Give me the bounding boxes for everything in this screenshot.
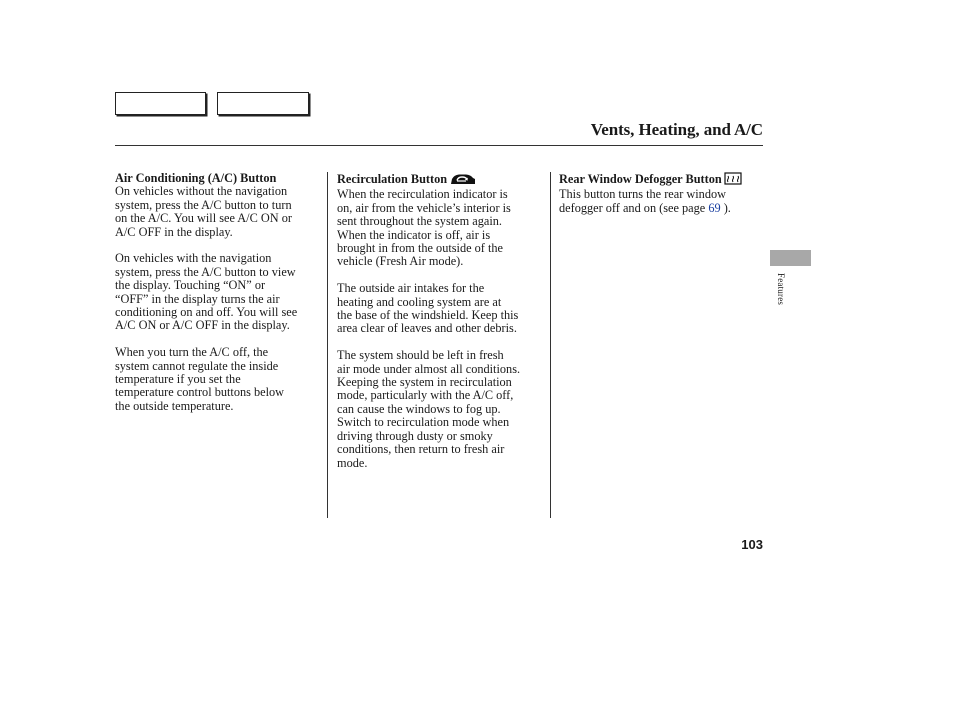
nav-button-next[interactable] <box>217 92 309 115</box>
paragraph: On vehicles without the navigation system, press the A/C button to turn on the A/C. You will see A/C ON or A/C OFF in the display. <box>115 184 292 239</box>
paragraph: When you turn the A/C off, the system cannot regulate the inside temperature if you set the temperature control buttons below the outside temperature. <box>115 345 285 413</box>
recirculation-icon <box>449 172 477 188</box>
section-tab-label: Features <box>776 273 786 306</box>
paragraph: This button turns the rear window defogger off and on (see page 69 ). <box>559 187 731 215</box>
column-divider <box>550 172 551 518</box>
paragraph: The system should be left in fresh air mode under almost all conditions. Keeping the system in recirculation mode, particularly with the A/C off, can cause the windows to fog up. Switch to recirculation mode when driving through dusty or smoky conditions, then return to fresh air mode. <box>337 348 521 470</box>
section-heading-recirculation: Recirculation Button <box>337 172 547 188</box>
paragraph: The outside air intakes for the heating and cooling system are at the base of the windshield. Keep this area clear of leaves and other debris. <box>337 281 519 336</box>
page-reference-link[interactable]: 69 <box>708 200 721 215</box>
column-divider <box>327 172 328 518</box>
header-rule <box>115 145 763 146</box>
paragraph: On vehicles with the navigation system, press the A/C button to view the display. Touching “ON” or “OFF” in the display turns the air conditioning on and off. You will see A/C ON or A/C OFF in the display. <box>115 251 298 333</box>
nav-button-previous[interactable] <box>115 92 206 115</box>
page-title: Vents, Heating, and A/C <box>590 120 763 139</box>
column-recirculation <box>337 172 547 483</box>
section-heading-rear-defogger: Rear Window Defogger Button <box>559 172 764 188</box>
section-tab[interactable] <box>770 250 811 266</box>
column-rear-defogger <box>559 172 764 229</box>
rear-defogger-icon <box>724 172 742 188</box>
section-heading-ac: Air Conditioning (A/C) Button <box>115 171 277 185</box>
page-number: 103 <box>741 537 763 552</box>
column-air-conditioning <box>115 172 325 427</box>
paragraph: When the recirculation indicator is on, air from the vehicle’s interior is sent throughout the system again. When the indicator is off, air is brought in from the outside of the vehicle (Fresh Air mode). <box>337 187 511 269</box>
